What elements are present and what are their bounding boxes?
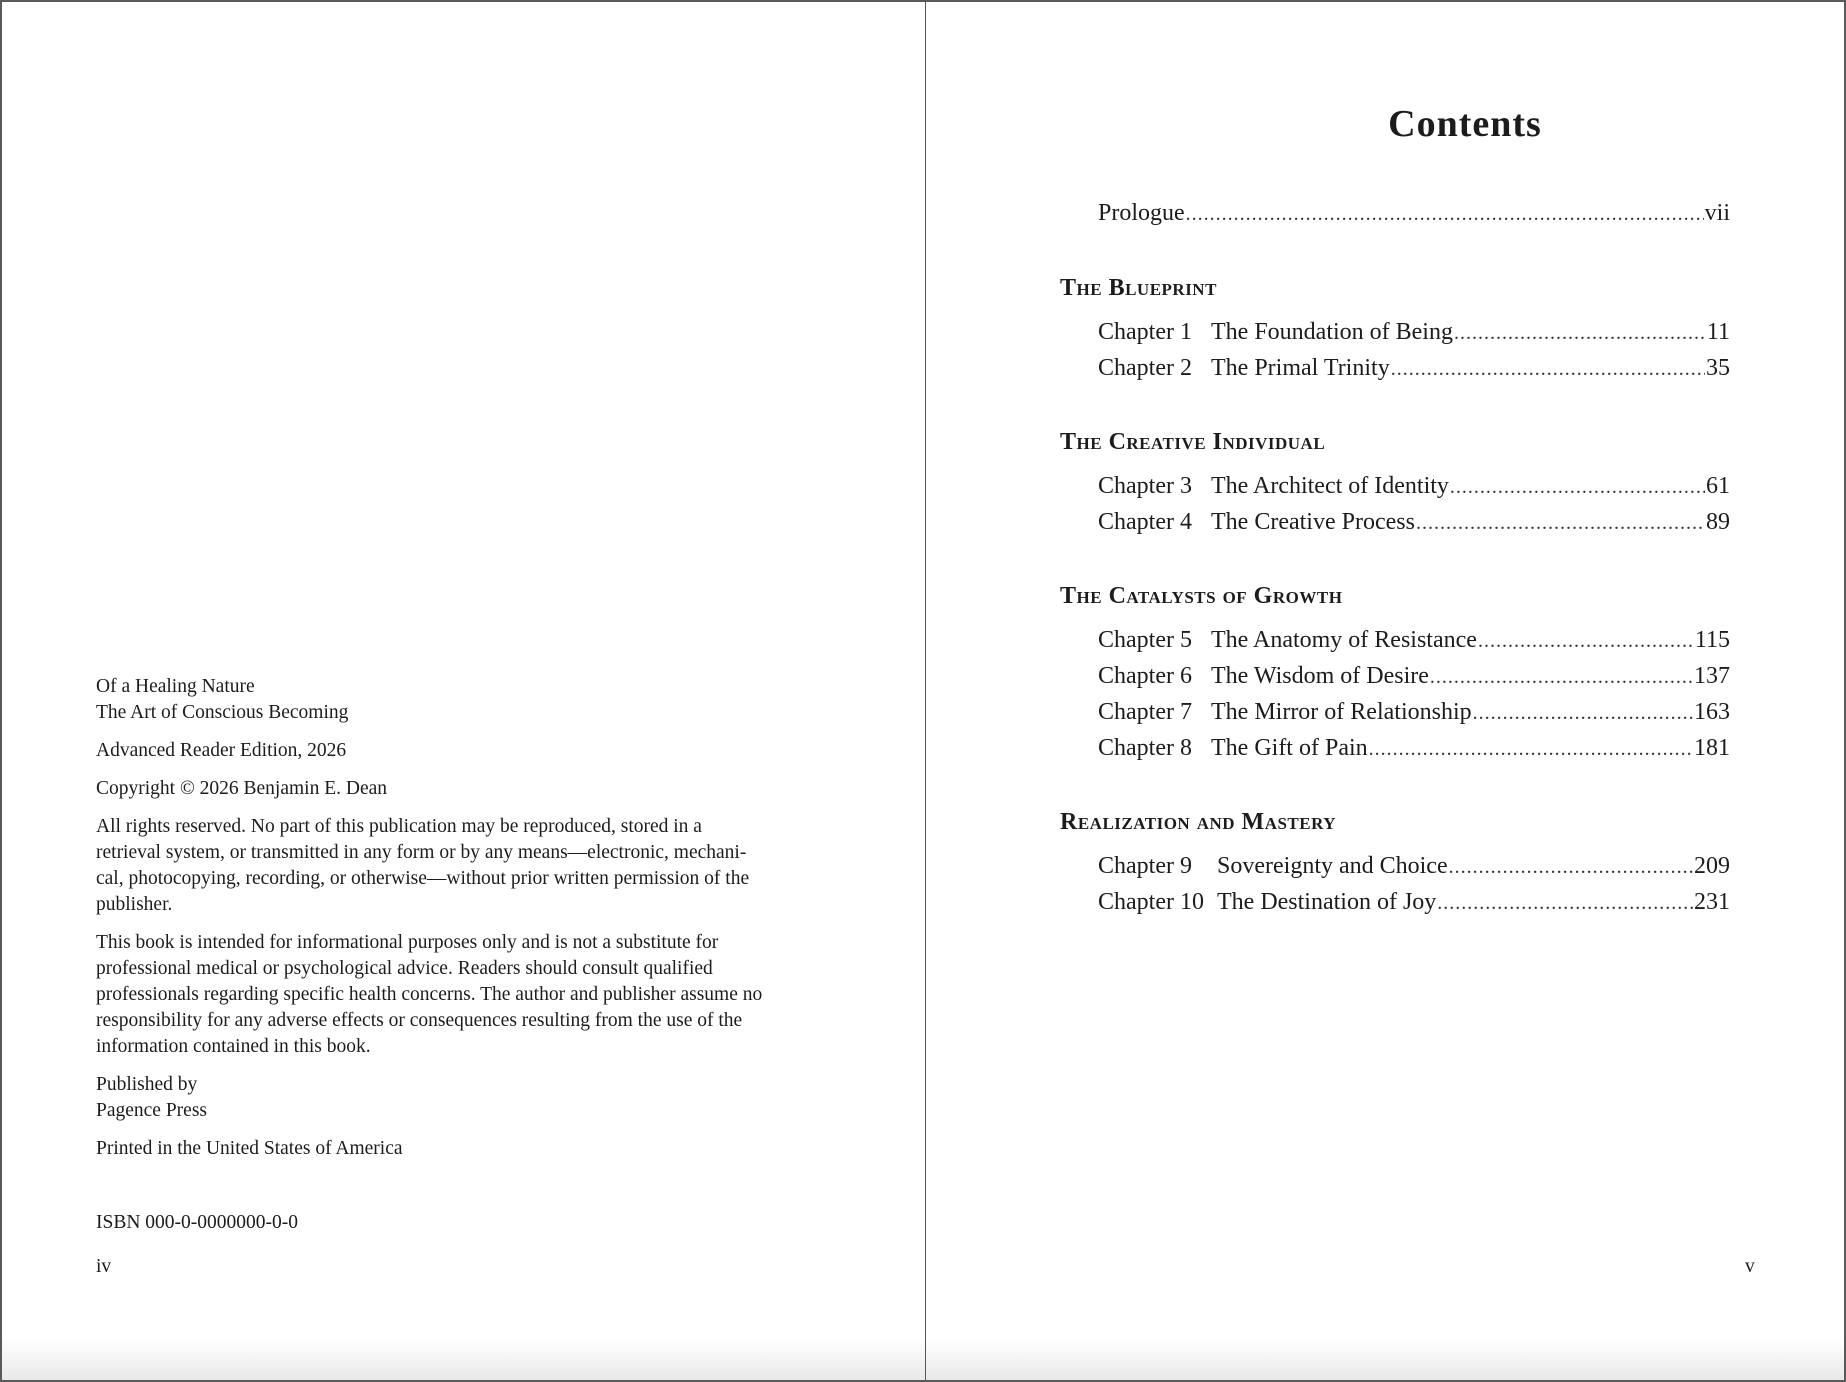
contents-page [926,2,1844,1380]
disclaimer-line: information contained in this book. [96,1036,371,1057]
page-shadow [2,1340,925,1380]
toc-entry-chapter[interactable] [1098,319,1730,349]
copyright-line: Copyright © 2026 Benjamin E. Dean [96,778,388,799]
chapter-number: Chapter 2 [1098,355,1192,381]
chapter-page: 231 [1694,889,1730,915]
toc-entry-chapter[interactable] [1098,355,1730,385]
copyright-page [2,2,925,1380]
published-by-label: Published by [96,1074,198,1095]
disclaimer-line: responsibility for any adverse effects or consequences resulting from the use of the [96,1010,743,1031]
toc-entry-chapter[interactable] [1098,473,1730,503]
chapter-page: 61 [1706,473,1730,499]
copyright-block [96,674,796,1174]
chapter-title: The Anatomy of Resistance [1211,627,1477,653]
printed-line: Printed in the United States of America [96,1138,403,1159]
chapter-title: The Gift of Pain [1211,735,1368,761]
dot-leader [1449,856,1693,879]
chapter-number: Chapter 10 [1098,889,1204,915]
chapter-number: Chapter 4 [1098,509,1192,535]
rights-line: cal, photocopying, recording, or otherwise—without prior written permission of the [96,868,750,889]
toc-entry-chapter[interactable] [1098,853,1730,883]
chapter-number: Chapter 9 [1098,853,1192,879]
toc-entry-page: vii [1704,200,1730,226]
dot-leader [1478,630,1694,653]
publisher-block [96,1072,796,1124]
chapter-page: 11 [1706,319,1730,345]
toc-entry-prologue[interactable] [1098,200,1730,230]
chapter-title: Sovereignty and Choice [1217,853,1448,879]
dot-leader [1430,666,1693,689]
rights-line: retrieval system, or transmitted in any form or by any means—electronic, mechani- [96,842,747,863]
toc-entry-chapter[interactable] [1098,509,1730,539]
edition-line: Advanced Reader Edition, 2026 [96,740,347,761]
chapter-title: The Primal Trinity [1211,355,1390,381]
publisher-name: Pagence Press [96,1100,208,1121]
chapter-number: Chapter 7 [1098,699,1192,725]
rights-line: All rights reserved. No part of this publication may be reproduced, stored in a [96,816,702,837]
chapter-number: Chapter 1 [1098,319,1192,345]
page-shadow [926,1340,1844,1380]
chapter-page: 181 [1694,735,1730,761]
chapter-page: 137 [1694,663,1730,689]
chapter-title: The Mirror of Relationship [1211,699,1472,725]
toc-part-heading: The Blueprint [1060,275,1217,301]
chapter-page: 209 [1694,853,1730,879]
chapter-page: 35 [1706,355,1730,381]
book-title: Of a Healing Nature [96,676,255,697]
chapter-number: Chapter 8 [1098,735,1192,761]
chapter-number: Chapter 6 [1098,663,1192,689]
book-subtitle: The Art of Conscious Becoming [96,702,349,723]
disclaimer-paragraph [96,930,796,1060]
toc-entry-chapter[interactable] [1098,627,1730,657]
chapter-title: The Creative Process [1211,509,1415,535]
disclaimer-line: professionals regarding specific health concerns. The author and publisher assume no [96,984,763,1005]
toc-entry-title: Prologue [1098,200,1185,226]
toc-part-heading: The Catalysts of Growth [1060,583,1343,609]
book-spread [2,2,1844,1380]
chapter-page: 163 [1694,699,1730,725]
isbn: ISBN 000-0-0000000-0-0 [96,1212,299,1233]
dot-leader [1437,892,1693,915]
chapter-title: The Wisdom of Desire [1211,663,1429,689]
chapter-title: The Destination of Joy [1217,889,1437,915]
disclaimer-line: professional medical or psychological advice. Readers should consult qualified [96,958,713,979]
page-number-left: iv [96,1256,112,1277]
toc-entry-chapter[interactable] [1098,889,1730,919]
dot-leader [1450,476,1705,499]
dot-leader [1416,512,1705,535]
toc-entry-chapter[interactable] [1098,663,1730,693]
dot-leader [1391,358,1705,381]
rights-line: publisher. [96,894,173,915]
toc-part-heading: Realization and Mastery [1060,809,1337,835]
contents-title: Contents [1388,103,1542,145]
chapter-title: The Architect of Identity [1211,473,1449,499]
chapter-number: Chapter 3 [1098,473,1192,499]
chapter-number: Chapter 5 [1098,627,1192,653]
chapter-page: 89 [1706,509,1730,535]
page-number-right: v [1745,1256,1755,1277]
dot-leader [1473,702,1693,725]
toc-entry-chapter[interactable] [1098,699,1730,729]
chapter-title: The Foundation of Being [1211,319,1453,345]
chapter-page: 115 [1694,627,1730,653]
toc-entry-chapter[interactable] [1098,735,1730,765]
dot-leader [1454,322,1706,345]
rights-paragraph [96,814,796,918]
disclaimer-line: This book is intended for informational purposes only and is not a substitute for [96,932,719,953]
dot-leader [1369,738,1693,761]
dot-leader [1186,203,1704,226]
book-title-block [96,674,796,726]
toc-part-heading: The Creative Individual [1060,429,1326,455]
